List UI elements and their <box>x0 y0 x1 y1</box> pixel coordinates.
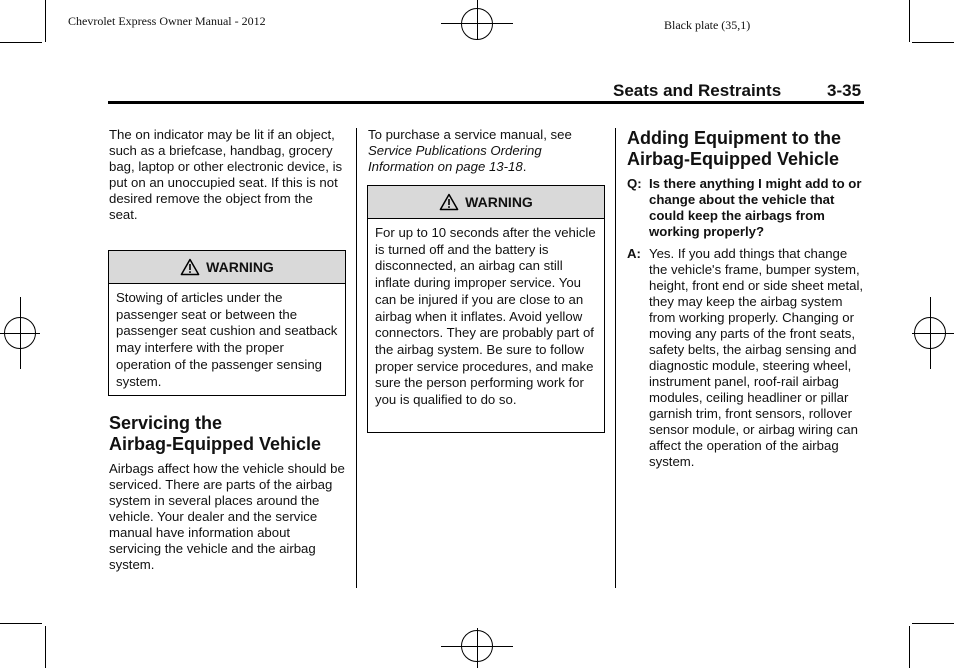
servicing-paragraph: Airbags affect how the vehicle should be serviced. There are parts of the airbag system in several places around the vehicle. Your dealer and the service manual have information about servicing the vehicle and the airbag system. <box>109 461 345 572</box>
warning-text: For up to 10 seconds after the vehicle is turned off and the battery is disconnected, an airbag can still inflate during improper service. You can be injured if you are close to an airbag when it inflates. Avoid yellow connectors. They are probably part of the airbag system. Be sure to follow proper service procedures, and make sure the person performing work for you is qualified to do so. <box>375 225 596 408</box>
purchase-suffix: . <box>522 159 527 174</box>
warning-header <box>368 186 604 219</box>
heading-line: Servicing the <box>109 413 223 433</box>
crop-mark <box>912 42 954 43</box>
answer-text: Yes. If you add things that change the vehicle's frame, bumper system, height, front end or side sheet metal, they may keep the airbag system from working properly. Changing or moving any parts of the front seats, safety belts, the airbag sensing and diagnostic module, steering wheel, instrument panel, roof-rail airbag modules, ceiling headliner or pillar garnish trim, front sensors, rollover sensor module, or airbag wiring can affect the operation of the airbag system. <box>649 246 864 469</box>
question-block <box>627 176 864 240</box>
crop-mark <box>912 623 954 624</box>
crop-mark <box>0 623 42 624</box>
warning-text: Stowing of articles under the passenger seat or between the passenger seat cushion and seatback may interfere with the proper operation of the passenger sensing system. <box>116 290 338 389</box>
question-label: Q: <box>627 176 642 191</box>
crop-mark <box>909 0 910 42</box>
column-divider <box>356 128 357 588</box>
column-divider <box>615 128 616 588</box>
crop-mark <box>45 626 46 668</box>
heading-line: Airbag-Equipped Vehicle <box>109 434 322 454</box>
crop-mark <box>909 626 910 668</box>
plate-label: Black plate (35,1) <box>664 18 751 32</box>
section-title: Seats and Restraints <box>613 81 782 100</box>
warning-header <box>109 251 345 284</box>
purchase-paragraph <box>368 127 600 175</box>
service-publications-link[interactable]: Service Publications Ordering Information on page 13-18 <box>368 143 542 174</box>
header-rule <box>108 101 864 104</box>
servicing-heading <box>109 413 349 455</box>
warning-icon <box>180 258 200 276</box>
question-text: Is there anything I might add to or change about the vehicle that could keep the airbags from working properly? <box>649 176 862 239</box>
warning-label: WARNING <box>465 194 533 210</box>
warning-box-airbag <box>367 185 605 433</box>
heading-line: Adding Equipment to the <box>627 128 841 148</box>
answer-label: A: <box>627 246 641 261</box>
indicator-paragraph: The on indicator may be lit if an object, such as a briefcase, handbag, grocery bag, laptop or other electronic device, is put on an unoccupied seat. If this is not desired remove the object from the seat. <box>109 127 343 222</box>
warning-icon <box>439 193 459 211</box>
warning-label: WARNING <box>206 259 274 275</box>
crop-mark <box>45 0 46 42</box>
crop-mark <box>0 42 42 43</box>
warning-box-seat <box>108 250 346 396</box>
page-number: 3-35 <box>827 81 862 100</box>
manual-title: Chevrolet Express Owner Manual - 2012 <box>68 14 266 28</box>
heading-line: Airbag-Equipped Vehicle <box>627 149 840 169</box>
answer-block <box>627 246 864 470</box>
purchase-prefix: To purchase a service manual, see <box>368 127 572 142</box>
adding-equipment-heading <box>627 128 872 170</box>
